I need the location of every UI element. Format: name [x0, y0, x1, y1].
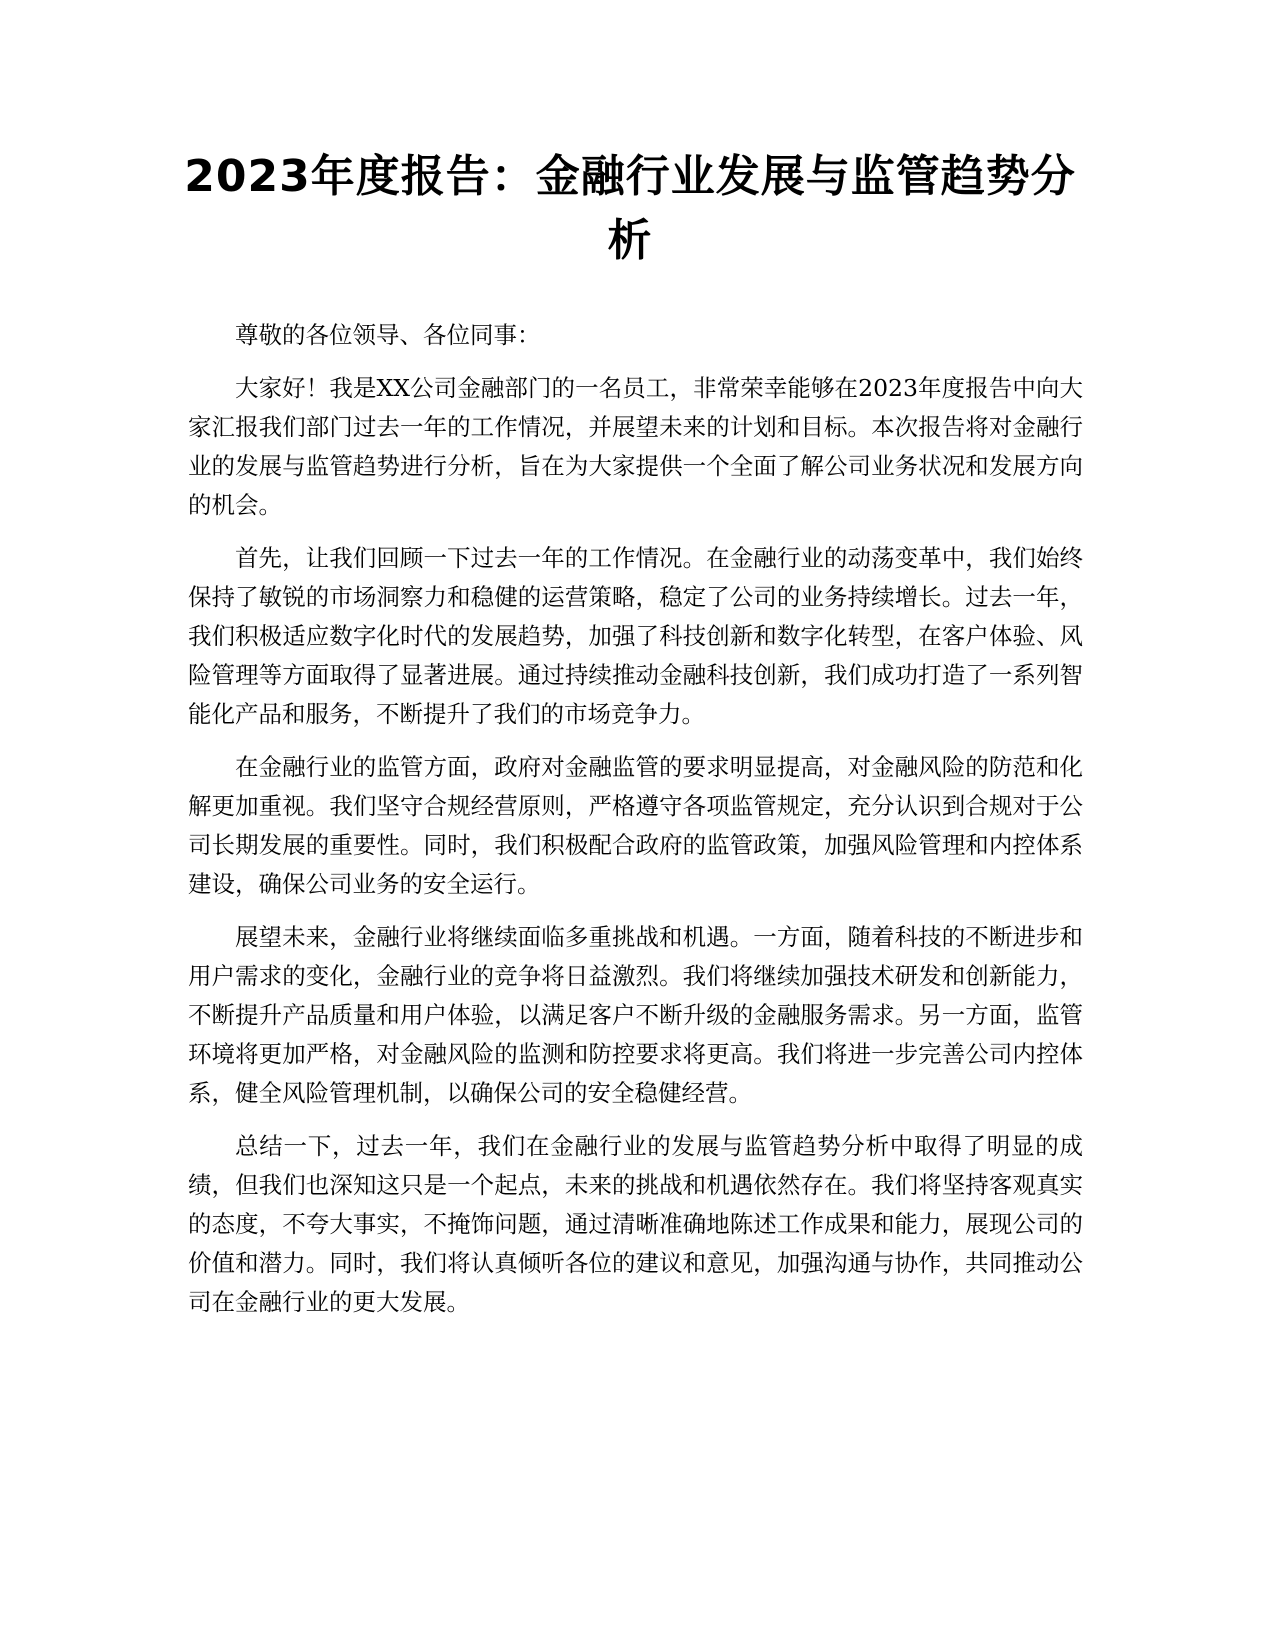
document-title: 2023年度报告：金融行业发展与监管趋势分析 [184, 151, 1076, 266]
document-body [188, 316, 1083, 1336]
regulation-paragraph: 在金融行业的监管方面，政府对金融监管的要求明显提高，对金融风险的防范和化解更加重视。我们坚守合规经营原则，严格遵守各项监管规定，充分认识到合规对于公司长期发展的重要性。同时，我们积极配合政府的监管政策，加强风险管理和内控体系建设，确保公司业务的安全运行。 [188, 753, 1083, 898]
outlook-paragraph: 展望未来，金融行业将继续面临多重挑战和机遇。一方面，随着科技的不断进步和用户需求的变化，金融行业的竞争将日益激烈。我们将继续加强技术研发和创新能力，不断提升产品质量和用户体验，以满足客户不断升级的金融服务需求。另一方面，监管环境将更加严格，对金融风险的监测和防控要求将更高。我们将进一步完善公司内控体系，健全风险管理机制，以确保公司的安全稳健经营。 [188, 923, 1083, 1107]
intro-paragraph: 大家好！我是XX公司金融部门的一名员工，非常荣幸能够在2023年度报告中向大家汇报我们部门过去一年的工作情况，并展望未来的计划和目标。本次报告将对金融行业的发展与监管趋势进行分析，旨在为大家提供一个全面了解公司业务状况和发展方向的机会。 [188, 374, 1083, 519]
salutation-paragraph: 尊敬的各位领导、各位同事： [235, 321, 541, 349]
summary-paragraph: 总结一下，过去一年，我们在金融行业的发展与监管趋势分析中取得了明显的成绩，但我们也深知这只是一个起点，未来的挑战和机遇依然存在。我们将坚持客观真实的态度，不夸大事实，不掩饰问题，通过清晰准确地陈述工作成果和能力，展现公司的价值和潜力。同时，我们将认真倾听各位的建议和意见，加强沟通与协作，共同推动公司在金融行业的更大发展。 [188, 1132, 1083, 1316]
review-paragraph: 首先，让我们回顾一下过去一年的工作情况。在金融行业的动荡变革中，我们始终保持了敏锐的市场洞察力和稳健的运营策略，稳定了公司的业务持续增长。过去一年，我们积极适应数字化时代的发展趋势，加强了科技创新和数字化转型，在客户体验、风险管理等方面取得了显著进展。通过持续推动金融科技创新，我们成功打造了一系列智能化产品和服务，不断提升了我们的市场竞争力。 [188, 544, 1083, 728]
